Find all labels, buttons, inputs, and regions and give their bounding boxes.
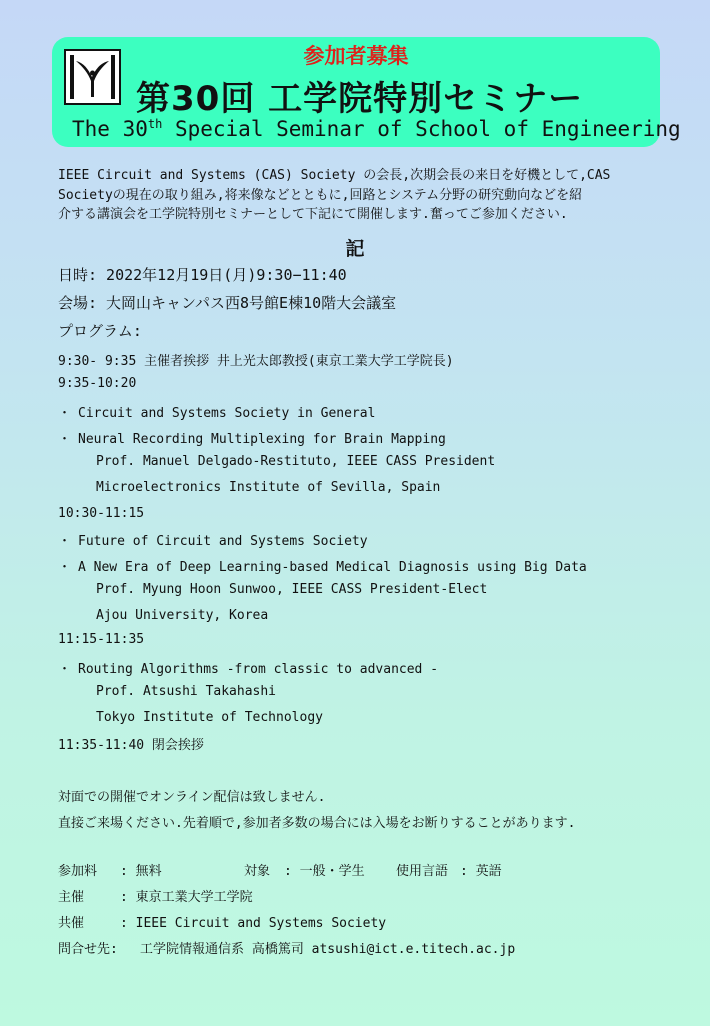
affiliation: Tokyo Institute of Technology xyxy=(96,710,323,725)
talk-title: ・ Routing Algorithms -from classic to advanced - xyxy=(58,662,439,677)
program-opening: 9:30- 9:35 主催者挨拶 井上光太郎教授(東京工業大学工学院長) xyxy=(58,354,454,369)
speaker: Prof. Atsushi Takahashi xyxy=(96,684,277,699)
intro-line: 介する講演会を工学院特別セミナーとして下記にて開催します.奮ってご参加ください. xyxy=(58,207,568,222)
intro-line: Societyの現在の取り組み,将来像などとともに,回路とシステム分野の研究動向などを紹 xyxy=(58,187,583,203)
fee-value: : 無料 xyxy=(120,864,162,879)
intro-paragraph xyxy=(58,166,658,225)
swallow-emblem-icon xyxy=(66,51,119,103)
program-closing: 11:35-11:40 閉会挨拶 xyxy=(58,738,204,753)
contact-value: 工学院情報通信系 高橋篤司 atsushi@ict.e.titech.ac.jp xyxy=(140,942,516,957)
fee-label: 参加料 xyxy=(58,864,98,879)
host-value: : 東京工業大学工学院 xyxy=(120,890,253,905)
language-value: : 英語 xyxy=(460,864,502,879)
session-time: 9:35-10:20 xyxy=(58,376,137,391)
title-japanese: 第30回 工学院特別セミナー xyxy=(136,79,584,119)
recruit-label: 参加者募集 xyxy=(303,44,409,68)
session-time: 10:30-11:15 xyxy=(58,506,145,521)
talk-title: ・ Neural Recording Multiplexing for Brain Mapping xyxy=(58,432,446,447)
venue: 会場: 大岡山キャンパス西8号館E棟10階大会議室 xyxy=(58,294,397,312)
talk-title: ・ A New Era of Deep Learning-based Medical Diagnosis using Big Data xyxy=(58,560,587,575)
session-time: 11:15-11:35 xyxy=(58,632,145,647)
talk-title: ・ Future of Circuit and Systems Society xyxy=(58,534,368,549)
host-label: 主催 xyxy=(58,890,85,905)
program-label: プログラム: xyxy=(58,322,142,340)
note-line: 直接ご来場ください.先着順で,参加者多数の場合には入場をお断りすることがあります. xyxy=(58,816,576,831)
target-label: 対象 xyxy=(244,864,271,879)
notice-heading: 記 xyxy=(345,238,365,260)
affiliation: Microelectronics Institute of Sevilla, Spain xyxy=(96,480,441,495)
info-row-host xyxy=(58,886,253,905)
header-banner xyxy=(52,37,681,147)
note-line: 対面での開催でオンライン配信は致しません. xyxy=(58,790,326,805)
info-row-fee xyxy=(58,860,502,879)
talk-title: ・ Circuit and Systems Society in General xyxy=(58,406,376,421)
cohost-value: : IEEE Circuit and Systems Society xyxy=(120,916,387,931)
speaker: Prof. Manuel Delgado-Restituto, IEEE CASS President xyxy=(96,454,496,469)
cohost-label: 共催 xyxy=(58,916,85,931)
university-logo xyxy=(64,49,121,105)
language-label: 使用言語 xyxy=(396,864,449,879)
affiliation: Ajou University, Korea xyxy=(96,608,269,623)
title-english: The 30th Special Seminar of School of Engineering xyxy=(72,117,681,141)
datetime: 日時: 2022年12月19日(月)9:30−11:40 xyxy=(58,266,347,284)
info-row-cohost xyxy=(58,912,386,931)
speaker: Prof. Myung Hoon Sunwoo, IEEE CASS President-Elect xyxy=(96,582,488,597)
target-value: : 一般・学生 xyxy=(284,864,365,879)
contact-label: 問合せ先: xyxy=(58,942,118,957)
intro-line: IEEE Circuit and Systems (CAS) Society の会長,次期会長の来日を好機として,CAS xyxy=(58,168,611,183)
info-row-contact xyxy=(58,938,515,957)
